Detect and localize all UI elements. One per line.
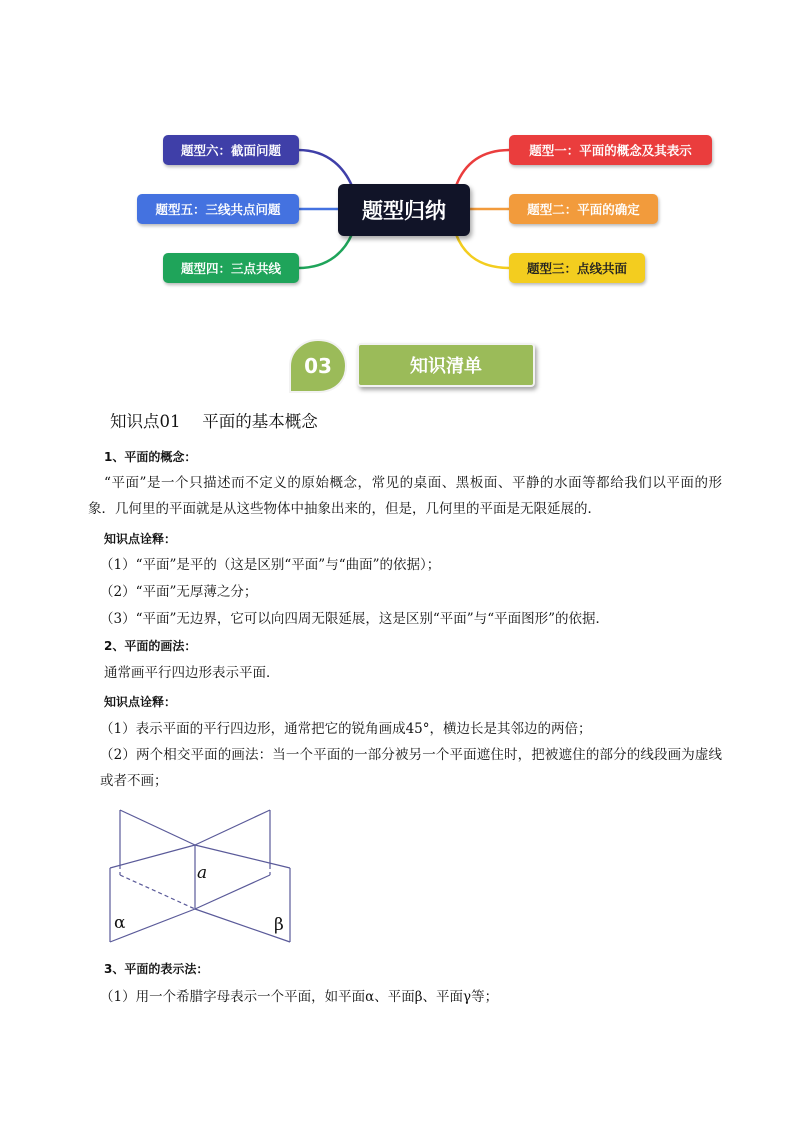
mind-map [0, 0, 793, 320]
banner-number: 03 [304, 354, 332, 378]
mindmap-node-type5: 题型五：三线共点问题 [137, 194, 299, 224]
intersection-line-label: a [197, 863, 208, 883]
mindmap-node-type4: 题型四：三点共线 [163, 253, 299, 283]
heading-plane-concept: 1、平面的概念： [104, 450, 197, 464]
heading-plane-notation: 3、平面的表示法： [104, 962, 209, 976]
section-banner [285, 336, 535, 392]
note2-item-2: （2）两个相交平面的画法：当一个平面的一部分被另一个平面遮住时，把被遮住的部分的线段画为虚线或者不画； [100, 747, 722, 789]
note1-item-3: （3）“平面”无边界，它可以向四周无限延展，这是区别“平面”与“平面图形”的依据． [100, 611, 609, 627]
mindmap-center-node: 题型归纳 [338, 184, 470, 236]
intersecting-planes-figure [100, 805, 310, 945]
notation-item-1: （1）用一个希腊字母表示一个平面，如平面α、平面β、平面γ等； [100, 989, 499, 1005]
note-label-1: 知识点诠释： [104, 532, 177, 546]
section-title: 知识点01 平面的基本概念 [110, 412, 318, 431]
banner-title: 知识清单 [357, 343, 535, 387]
note2-item-1: （1）表示平面的平行四边形，通常把它的锐角画成45°，横边长是其邻边的两倍； [100, 721, 592, 737]
heading-plane-drawing: 2、平面的画法： [104, 639, 197, 653]
plane-beta-label: β [274, 915, 284, 935]
paragraph-plane-concept: “平面”是一个只描述而不定义的原始概念，常见的桌面、黑板面、平静的水面等都给我们以平面的形象．几何里的平面就是从这些物体中抽象出来的，但是，几何里的平面是无限延展的． [88, 475, 722, 517]
paragraph-plane-drawing: 通常画平行四边形表示平面． [104, 665, 280, 681]
mindmap-node-type3: 题型三：点线共面 [509, 253, 645, 283]
mindmap-node-type2: 题型二：平面的确定 [509, 194, 658, 224]
mindmap-node-type1: 题型一：平面的概念及其表示 [509, 135, 712, 165]
note1-item-1: （1）“平面”是平的（这是区别“平面”与“曲面”的依据）； [100, 557, 441, 573]
note-label-2: 知识点诠释： [104, 695, 177, 709]
note1-item-2: （2）“平面”无厚薄之分； [100, 584, 258, 600]
plane-alpha-label: α [114, 913, 126, 933]
mindmap-node-type6: 题型六：截面问题 [163, 135, 299, 165]
